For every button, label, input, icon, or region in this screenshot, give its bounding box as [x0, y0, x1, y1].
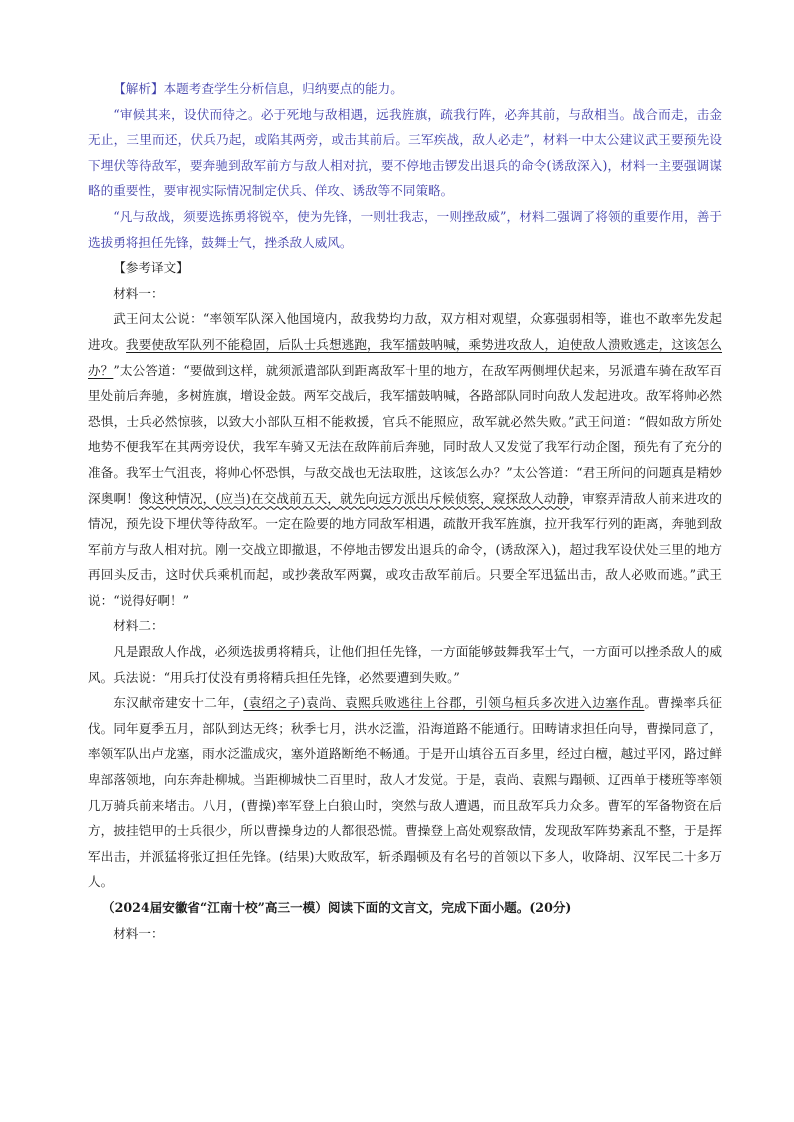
- material-2-label: 材料二：: [113, 618, 164, 634]
- material-1-translation: 武王问太公说：“率领军队深入他国境内，敌我势均力敌，双方相对观望，众寡强弱相等，谁也不敢率先发起进攻。我要使敌军队列不能稳固，后队士兵想逃跑，我军擂鼓呐喊，乘势进攻敌人，迫使敌人溃败逃走，这该怎么办？”太公答道：“要做到这样，就须派遣部队到距离敌军十里的地方，在敌军两侧埋伏起来，另派遣车骑在敌军百里处前后奔驰，多树旌旗，增设金鼓。两军交战后，我军擂鼓呐喊，各路部队同时向敌人发起进攻。敌军将帅必然恐惧，士兵必然惊骇，以致大小部队互相不能救援，官兵不能照应，敌军就必然失败。”武王问道：“假如敌方所处地势不便我军在其两旁设伏，我军车骑又无法在敌阵前后奔驰，同时敌人又发觉了我军行动企图，预先有了充分的准备。我军士气沮丧，将帅心怀恐惧，与敌交战也无法取胜，这该怎么办？”太公答道：“君王所问的问题真是精妙深奥啊！像这种情况，(应当)在交战前五天，就先向远方派出斥候侦察，窥探敌人动静，审察弄清敌人前来进攻的情况，预先设下埋伏等待敌军。一定在险要的地方同敌军相遇，疏散开我军旌旗，拉开我军行列的距离，奔驰到敌军前方与敌人相对抗。刚一交战立即撤退，不停地击锣发出退兵的命令，(诱敌深入)，超过我军设伏处三里的地方再回头反击，这时伏兵乘机而起，或抄袭敌军两翼，或攻击敌军前后。只要全军迅猛出击，敌人必败而逃。”武王说：“说得好啊！”: [88, 311, 723, 608]
- analysis-label: 【解析】: [113, 81, 164, 96]
- analysis-intro: 【解析】本题考查学生分析信息，归纳要点的能力。: [113, 81, 403, 96]
- underlined-sentence-2: (袁绍之子)袁尚、袁熙兵败逃往上谷郡，引领乌桓兵多次进入边塞作乱: [243, 695, 645, 711]
- analysis-paragraph-1: “审候其来，设伏而待之。必于死地与敌相遇，远我旌旗，疏我行阵，必奔其前，与敌相当。战合而走，击金无止，三里而还，伏兵乃起，或陷其两旁，或击其前后。三军疾战，敌人必走”，材料一中太公建议武王要预先设下埋伏等待敌军，要奔驰到敌军前方与敌人相对抗，要不停地击锣发出退兵的命令(诱敌深入)，材料一主要强调谋略的重要性，要审视实际情况制定伏兵、佯攻、诱敌等不同策略。: [88, 106, 722, 199]
- question-heading: （2024届安徽省“江南十校”高三一模）阅读下面的文言文，完成下面小题。(20分): [102, 900, 572, 915]
- translation-label: 【参考译文】: [113, 260, 189, 276]
- question-material-1-label: 材料一：: [113, 925, 164, 941]
- material-1-label: 材料一：: [113, 285, 164, 301]
- underlined-sentence-1: 我要使敌军队列不能稳固，后队士兵想逃跑，我军擂鼓呐喊，乘势进攻敌人，迫使敌人溃败逃走，这该怎么办？: [88, 336, 723, 378]
- material-2-paragraph-1: 凡是跟敌人作战，必须选拔勇将精兵，让他们担任先锋，一方面能够鼓舞我军士气，一方面可以挫杀敌人的威风。兵法说：“用兵打仗没有勇将精兵担任先锋，必然要遭到失败。”: [88, 644, 722, 685]
- wavy-underlined-sentence: 像这种情况，(应当)在交战前五天，就先向远方派出斥候侦察，窥探敌人动静: [138, 490, 570, 506]
- material-2-paragraph-2: 东汉献帝建安十二年，(袁绍之子)袁尚、袁熙兵败逃往上谷郡，引领乌桓兵多次进入边塞作乱。曹操率兵征伐。同年夏季五月，部队到达无终；秋季七月，洪水泛滥，沿海道路不能通行。田畴请求担任向导，曹操同意了，率领军队出卢龙塞，雨水泛滥成灾，塞外道路断绝不畅通。于是开山填谷五百多里，经过白檀，越过平冈，路过鲜卑部落领地，向东奔赴柳城。当距柳城快二百里时，敌人才发觉。于是，袁尚、袁熙与蹋顿、辽西单于楼班等率领几万骑兵前来堵击。八月，(曹操)率军登上白狼山时，突然与敌人遭遇，而且敌军兵力众多。曹军的军备物资在后方，披挂铠甲的士兵很少，所以曹操身边的人都很恐慌。曹操登上高处观察敌情，发现敌军阵势紊乱不整，于是挥军出击，并派猛将张辽担任先锋。(结果)大败敌军，斩杀蹋顿及有名号的首领以下多人，收降胡、汉军民二十多万人。: [88, 695, 723, 890]
- document-body: [88, 76, 722, 946]
- analysis-paragraph-2: “凡与敌战，须要选拣勇将锐卒，使为先锋，一则壮我志，一则挫敌威”，材料二强调了将领的重要作用，善于选拔勇将担任先锋，鼓舞士气，挫杀敌人威风。: [88, 208, 722, 250]
